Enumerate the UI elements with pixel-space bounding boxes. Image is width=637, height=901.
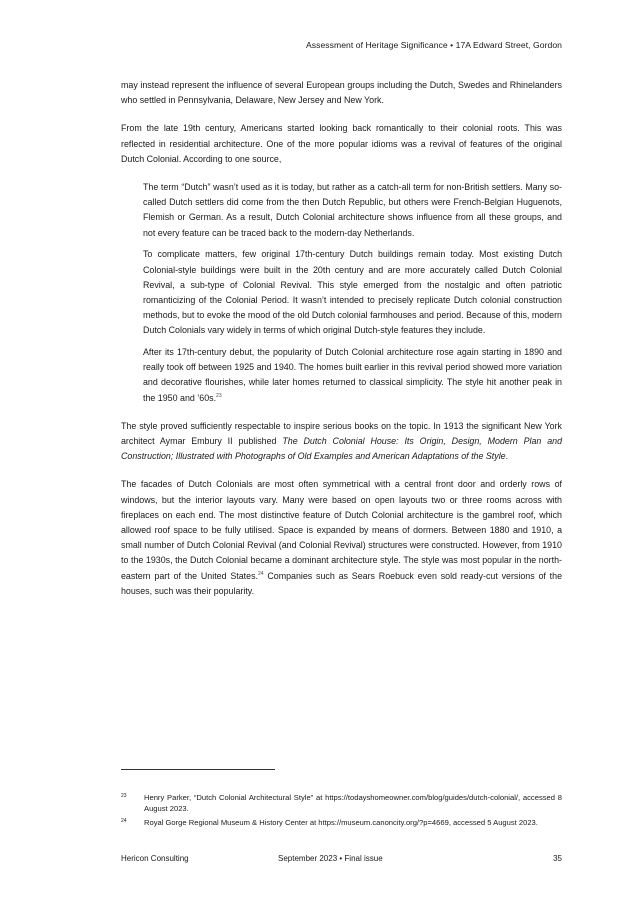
page-number: 35 — [553, 854, 562, 863]
footnote-23 — [121, 792, 562, 814]
paragraph-4-text-a: The facades of Dutch Colonials are most often symmetrical with a central front door and orderly rows of windows, but the interior layouts vary. Many were based on open layouts two or three rooms across with fireplaces on each end. The most distinctive feature of Dutch Colonial architecture is the gambrel roof, which allowed roof space to be fully utilised. Space is expanded by means of dormers. Between 1880 and 1910, a small number of Dutch Colonial Revival (and Colonial Revival) structures were constructed. However, from 1910 to the 1930s, the Dutch Colonial became a dominant architecture style. The style was most popular in the north-eastern part of the United States. — [121, 479, 562, 581]
footnote-ref-23[interactable]: 23 — [216, 392, 222, 399]
paragraph-4-text-b: Companies such as Sears Roebuck even sold ready-cut versions of the houses, such was their popularity. — [121, 570, 563, 596]
footnote-text: Royal Gorge Regional Museum & History Center at https://museum.canoncity.org/?p=4669, accessed 5 August 2023. — [144, 818, 538, 827]
book-title: The Dutch Colonial House: Its Origin, Design, Modern Plan and Construction; Illustrated with Photographs of Old Examples and American Adaptations of the Style — [121, 436, 562, 462]
quote-paragraph-3 — [143, 345, 562, 406]
footnote-number: 23 — [121, 793, 127, 799]
paragraph-1: may instead represent the influence of several European groups including the Dutch, Swedes and Rhinelanders who settled in Pennsylvania, Delaware, New Jersey and New York. — [121, 80, 562, 106]
paragraph-3 — [121, 419, 562, 465]
quote-paragraph-1: The term “Dutch” wasn’t used as it is today, but rather as a catch-all term for non-British settlers. Many so-called Dutch settlers did come from the then Dutch Republic, but others were French-Belgian Huguenots, Flemish or German. As a result, Dutch Colonial architecture shows influence from all these groups, and not every feature can be traced back to the modern-day Netherlands. — [143, 182, 562, 238]
footnotes — [121, 792, 562, 831]
block-quote — [121, 180, 562, 406]
footnote-ref-24[interactable]: 24 — [257, 570, 264, 577]
running-header: Assessment of Heritage Significance • 17A Edward Street, Gordon — [306, 40, 562, 50]
footnote-number: 24 — [121, 818, 127, 824]
footnote-24 — [121, 817, 562, 828]
paragraph-4 — [121, 477, 562, 599]
footnote-text: Henry Parker, “Dutch Colonial Architectural Style” at https://todayshomeowner.com/blog/guides/dutch-colonial/, accessed 8 August 2023. — [144, 793, 562, 813]
paragraph-2: From the late 19th century, Americans started looking back romantically to their colonial roots. This was reflected in residential architecture. One of the more popular idioms was a revival of features of the original Dutch Colonial. According to one source, — [121, 123, 562, 164]
paragraph-3-end: . — [505, 451, 509, 462]
footnote-divider — [121, 769, 275, 770]
footer-company: Hericon Consulting — [121, 854, 189, 863]
quote-paragraph-2: To complicate matters, few original 17th-century Dutch buildings remain today. Most existing Dutch Colonial-style buildings were built in the 20th century and are more accurately called Dutch Colonial Revival, a sub-type of Colonial Revival. This style emerged from the nostalgic and often patriotic romanticizing of the Colonial Period. It wasn’t intended to precisely replicate Dutch colonial construction methods, but to evoke the mood of the old Dutch colonial farmhouses and period. Because of this, modern Dutch Colonials vary widely in terms of which original Dutch-style features they include. — [143, 249, 562, 336]
footer-date-status: September 2023 • Final issue — [278, 854, 383, 863]
paragraph-3-start: The style proved sufficiently respectable to inspire serious books on the topic. In 1913 the significant New York architect Aymar Embury II published — [121, 420, 562, 447]
body-text — [121, 78, 562, 612]
quote-paragraph-3-text: After its 17th-century debut, the popularity of Dutch Colonial architecture rose again starting in 1890 and really took off between 1925 and 1940. The homes built earlier in this revival period showed more variation and decorative flourishes, while later homes returned to classical simplicity. The style hit another peak in the 1950 and ’60s. — [143, 347, 562, 403]
